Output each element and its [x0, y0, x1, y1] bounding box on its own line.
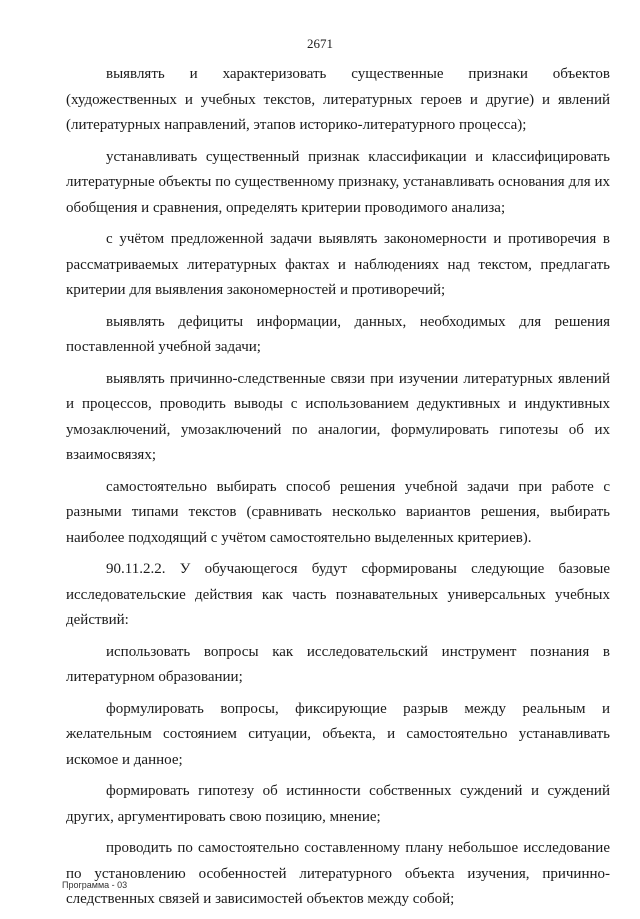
paragraph-11: проводить по самостоятельно составленному плану небольшое исследование по установлению особенностей литературного объекта изучения, причинно-следственных связей и зависимостей объектов между собой; [66, 840, 610, 907]
document-body [66, 62, 610, 919]
paragraph-6: самостоятельно выбирать способ решения учебной задачи при работе с разными типами текстов (сравнивать несколько вариантов решения, выбирать наиболее подходящий с учётом самостоятельно выделенных критериев). [66, 478, 610, 546]
paragraph-7-section-heading: 90.11.2.2. У обучающегося будут сформированы следующие базовые исследовательские действия как часть познавательных универсальных учебных действий: [66, 561, 610, 628]
page-number: 2671 [307, 36, 333, 51]
footer-label: Программа - 03 [62, 880, 128, 890]
paragraph-8: использовать вопросы как исследовательский инструмент познания в литературном образовании; [66, 643, 610, 685]
paragraph-10: формировать гипотезу об истинности собственных суждений и суждений других, аргументировать свою позицию, мнение; [66, 783, 610, 825]
paragraph-3: с учётом предложенной задачи выявлять закономерности и противоречия в рассматриваемых литературных фактах и наблюдениях над текстом, предлагать критерии для выявления закономерностей и противоречий; [66, 231, 610, 298]
paragraph-9: формулировать вопросы, фиксирующие разрыв между реальным и желательным состоянием ситуации, объекта, и самостоятельно устанавливать искомое и данное; [66, 700, 610, 768]
paragraph-2: устанавливать существенный признак классификации и классифицировать литературные объекты по существенному признаку, устанавливать основания для их обобщения и сравнения, определять критерии проводимого анализа; [66, 148, 610, 216]
paragraph-4: выявлять дефициты информации, данных, необходимых для решения поставленной учебной задачи; [66, 313, 610, 355]
paragraph-5: выявлять причинно-следственные связи при изучении литературных явлений и процессов, проводить выводы с использованием дедуктивных и индуктивных умозаключений, умозаключений по аналогии, формулировать гипотезы об их взаимосвязях; [66, 370, 610, 463]
paragraph-1: выявлять и характеризовать существенные признаки объектов (художественных и учебных текстов, литературных героев и другие) и явлений (литературных направлений, этапов историко-литературного процесса); [66, 66, 610, 133]
